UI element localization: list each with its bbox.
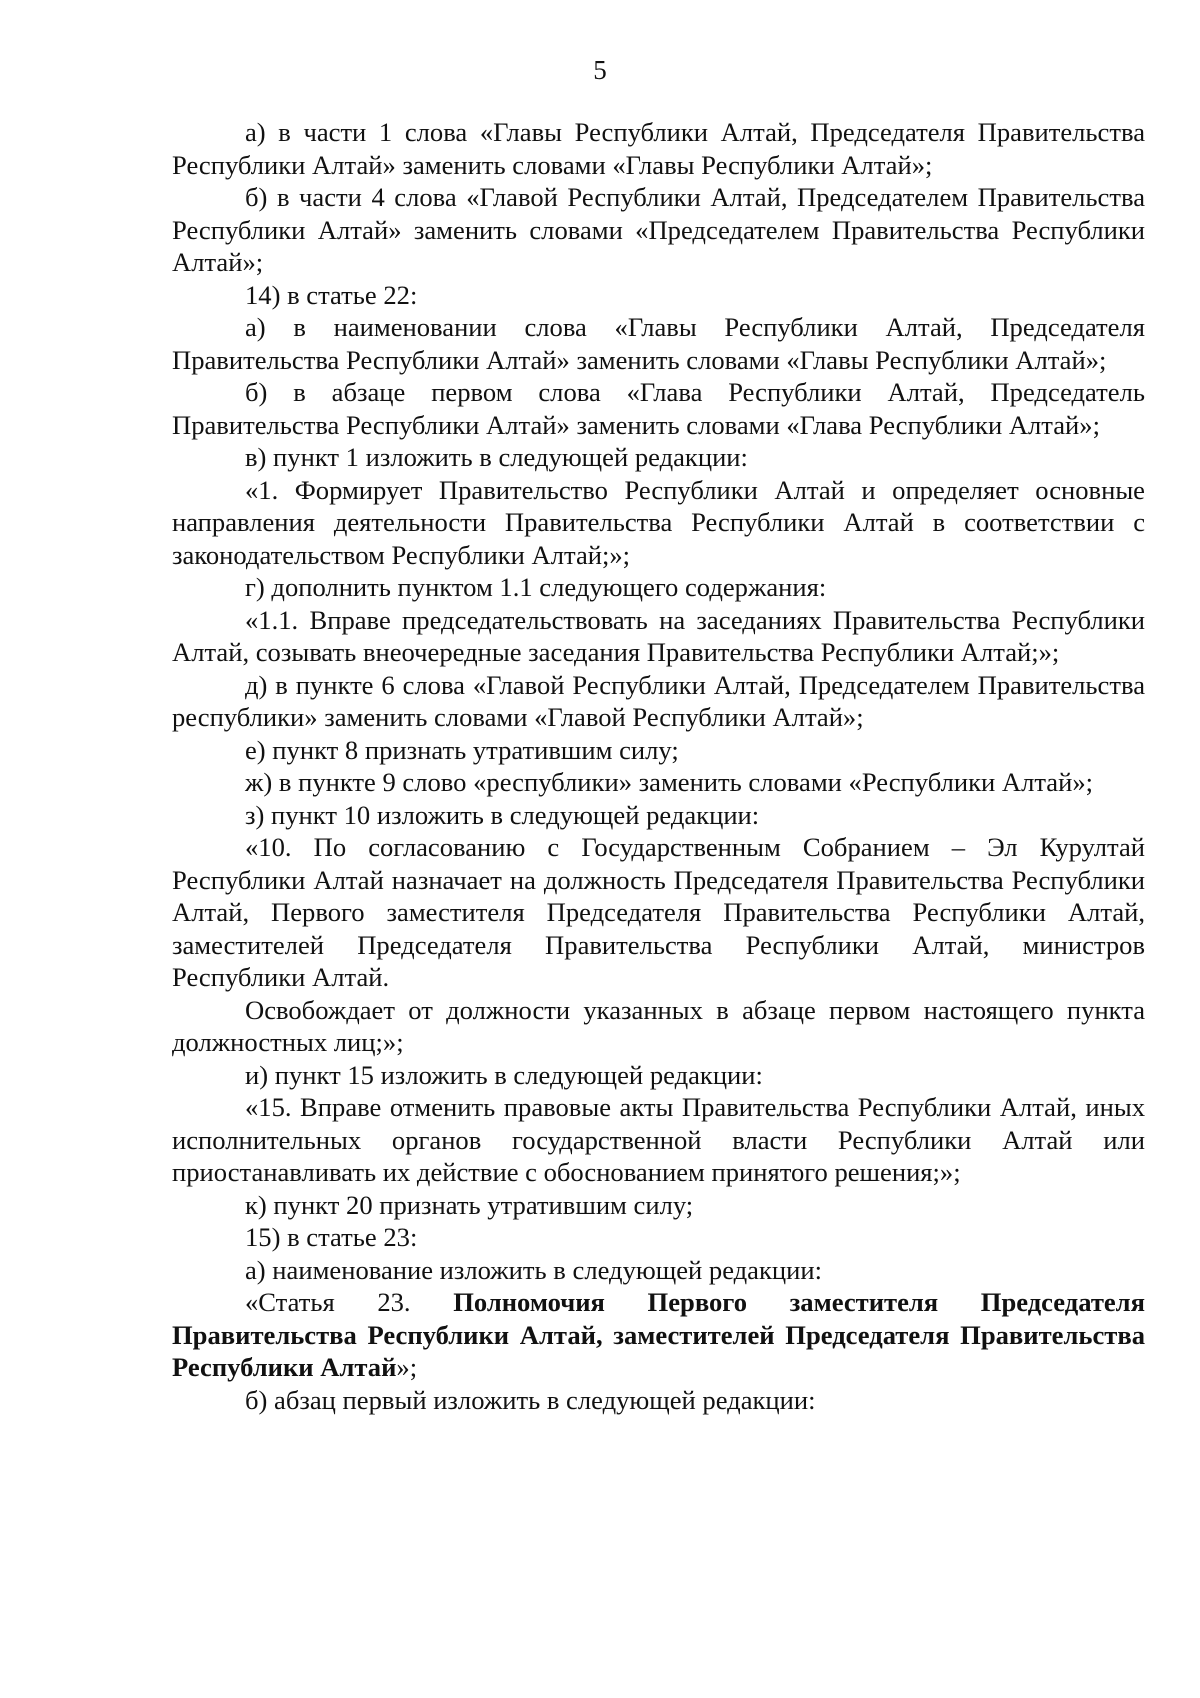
- paragraph: з) пункт 10 изложить в следующей редакции:: [245, 799, 760, 830]
- paragraph: 15) в статье 23:: [245, 1222, 418, 1252]
- paragraph: б) в абзаце первом слова «Глава Республики Алтай, Председатель Правительства Республики Алтай» заменить словами «Глава Республики Алтай»;: [172, 377, 1145, 440]
- article-heading-prefix: «Статья 23.: [245, 1287, 454, 1317]
- paragraph: г) дополнить пунктом 1.1 следующего содержания:: [245, 572, 827, 602]
- article-heading-suffix: »;: [396, 1352, 418, 1382]
- paragraph: а) в части 1 слова «Главы Республики Алтай, Председателя Правительства Республики Алтай» заменить словами «Главы Республики Алтай»;: [172, 117, 1145, 180]
- article-heading-paragraph: [172, 1286, 1145, 1384]
- paragraph: а) наименование изложить в следующей редакции:: [245, 1254, 822, 1285]
- article-heading-title: Полномочия Первого заместителя Председателя Правительства Республики Алтай, заместителей Председателя Правительства Республики Алтай: [172, 1287, 1145, 1382]
- paragraph: «15. Вправе отменить правовые акты Правительства Республики Алтай, иных исполнительных органов государственной власти Республики Алтай или приостанавливать их действие с обоснованием принятого решения;»;: [172, 1092, 1145, 1187]
- paragraph: 14) в статье 22:: [245, 279, 418, 310]
- paragraph: б) абзац первый изложить в следующей редакции:: [245, 1384, 816, 1415]
- paragraph: и) пункт 15 изложить в следующей редакции:: [245, 1059, 763, 1090]
- paragraph: «1. Формирует Правительство Республики Алтай и определяет основные направления деятельности Правительства Республики Алтай в соответствии с законодательством Республики Алтай;»;: [172, 474, 1145, 570]
- paragraph: а) в наименовании слова «Главы Республики Алтай, Председателя Правительства Республики Алтай» заменить словами «Главы Республики Алтай»;: [172, 312, 1145, 375]
- paragraph: ж) в пункте 9 слово «республики» заменить словами «Республики Алтай»;: [245, 767, 1094, 797]
- paragraph: е) пункт 8 признать утратившим силу;: [245, 734, 679, 765]
- page-number: 5: [593, 55, 607, 85]
- paragraph: б) в части 4 слова «Главой Республики Алтай, Председателем Правительства Республики Алтай» заменить словами «Председателем Правительства Республики Алтай»;: [172, 182, 1145, 277]
- paragraph: «1.1. Вправе председательствовать на заседаниях Правительства Республики Алтай, созывать внеочередные заседания Правительства Республики Алтай;»;: [172, 604, 1145, 667]
- document-body: [172, 116, 1145, 1416]
- paragraph: д) в пункте 6 слова «Главой Республики Алтай, Председателем Правительства республики» заменить словами «Главой Республики Алтай»;: [172, 669, 1145, 732]
- paragraph: «10. По согласованию с Государственным Собранием – Эл Курултай Республики Алтай назначает на должность Председателя Правительства Республики Алтай, Первого заместителя Председателя Правительства Республики Алтай, заместителей Председателя Правительства Республики Алтай, министров Республики Алтай.: [172, 832, 1145, 992]
- paragraph: к) пункт 20 признать утратившим силу;: [245, 1189, 694, 1220]
- paragraph: Освобождает от должности указанных в абзаце первом настоящего пункта должностных лиц;»;: [172, 994, 1145, 1057]
- paragraph: в) пункт 1 изложить в следующей редакции:: [245, 442, 748, 472]
